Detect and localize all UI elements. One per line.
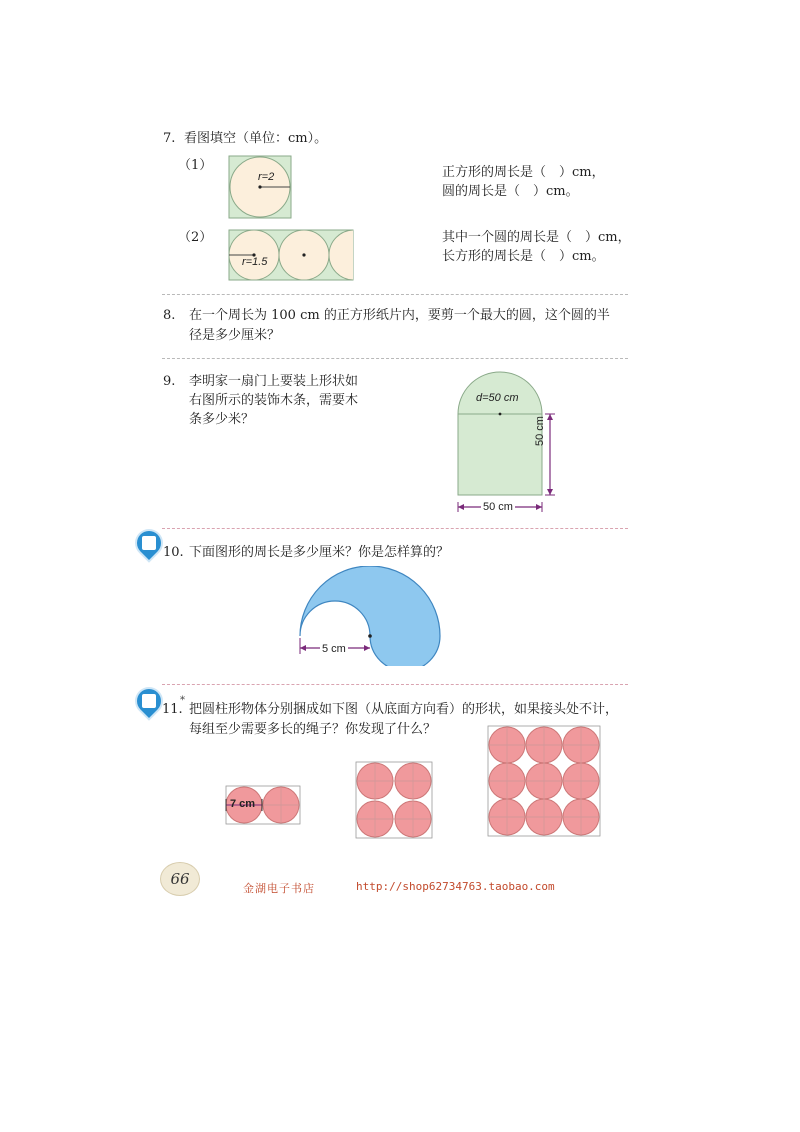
q10-dim-label: 5 cm — [322, 643, 346, 655]
q7-part1-answer-line1: 正方形的周长是（ ）cm， — [442, 165, 605, 180]
q7-title: 看图填空（单位：cm）。 — [184, 131, 328, 146]
q9-door-figure — [450, 362, 566, 518]
divider — [162, 294, 628, 295]
document-pin-icon[interactable] — [132, 684, 166, 718]
q9-diameter-label: d=50 cm — [476, 392, 519, 404]
divider — [162, 528, 628, 529]
footer-url-link[interactable]: http://shop62734763.taobao.com — [356, 880, 555, 893]
q10-text: 下面图形的周长是多少厘米？你是怎样算的？ — [189, 545, 450, 560]
q10-number: 10. — [163, 545, 184, 560]
q11-text-line1: 把圆柱形物体分别捆成如下图（从底面方向看）的形状，如果接头处不计， — [189, 702, 619, 717]
q7-part2-answer-line2: 长方形的周长是（ ）cm。 — [442, 249, 605, 264]
q8-text-line2: 径是多少厘米？ — [189, 328, 281, 343]
video-pin-icon[interactable] — [132, 526, 166, 560]
q11-four-circles-figure — [354, 760, 434, 840]
q11-nine-circles-figure — [486, 724, 602, 838]
q7-part2-radius-label: r=1.5 — [242, 256, 268, 268]
q11-dim-label: 7 cm — [230, 798, 256, 810]
q7-part2-label: （2） — [178, 230, 213, 245]
divider — [162, 684, 628, 685]
q7-part1-radius-label: r=2 — [258, 171, 275, 183]
q9-height-label: 50 cm — [534, 416, 546, 446]
q9-text-line1: 李明家一扇门上要装上形状如 — [189, 374, 359, 389]
divider — [162, 358, 628, 359]
q9-width-label: 50 cm — [483, 501, 513, 513]
q7-part1-answer-line2: 圆的周长是（ ）cm。 — [442, 184, 579, 199]
q11-text-line2: 每组至少需要多长的绳子？你发现了什么？ — [189, 722, 437, 737]
q7-square-circle-figure — [228, 155, 292, 219]
q9-number: 9. — [163, 374, 176, 389]
q10-arc-figure — [296, 566, 444, 666]
q11-star: * — [180, 695, 185, 706]
q7-part1-label: （1） — [178, 158, 213, 173]
q7-part2-answer-line1: 其中一个圆的周长是（ ）cm， — [442, 230, 631, 245]
q8-number: 8. — [163, 308, 176, 323]
q11-number: 11. — [162, 702, 183, 717]
q8-text-line1: 在一个周长为 100 cm 的正方形纸片内，要剪一个最大的圆，这个圆的半 — [189, 308, 610, 323]
q9-text-line3: 条多少米？ — [189, 412, 255, 427]
footer-shop-name: 金湖电子书店 — [243, 882, 315, 895]
q7-number: 7. — [163, 131, 176, 146]
q7-rectangle-circles-figure — [228, 229, 354, 281]
q9-text-line2: 右图所示的装饰木条，需要木 — [189, 393, 359, 408]
page-number-badge: 66 — [160, 862, 200, 896]
